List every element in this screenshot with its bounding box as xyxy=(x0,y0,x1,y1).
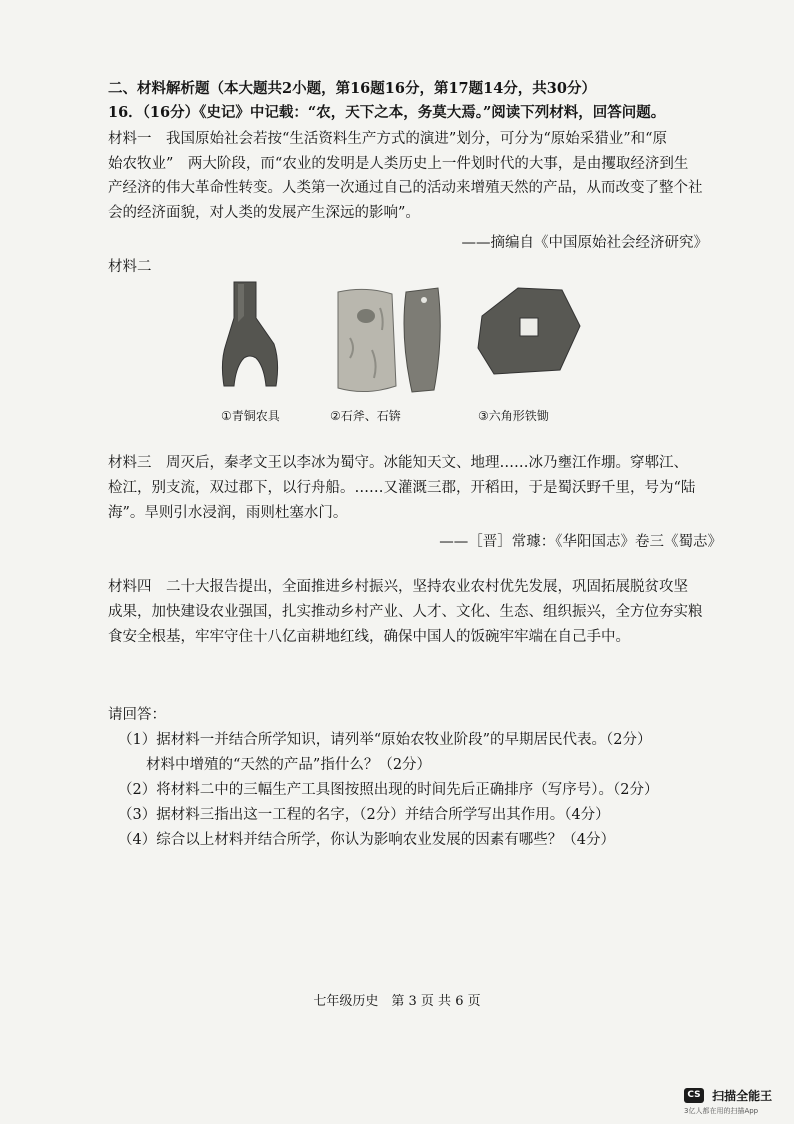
question-1b: 材料中增殖的“天然的产品”指什么？（2分） xyxy=(146,757,432,773)
material1-source: ——摘编自《中国原始社会经济研究》 xyxy=(461,235,708,251)
material2-label: 材料二 xyxy=(108,259,152,275)
material3-source: ——［晋］常璩：《华阳国志》卷三《蜀志》 xyxy=(439,534,722,550)
bronze-farm-tool-image xyxy=(222,282,277,386)
question-1: （1）据材料一并结合所学知识，请列举“原始农牧业阶段”的早期居民代表。（2分） xyxy=(118,732,652,748)
stone-axe-image xyxy=(338,289,396,391)
question-3: （3）据材料三指出这一工程的名字，（2分）并结合所学写出其作用。（4分） xyxy=(118,807,610,823)
caption-stone-axe-adze: ②石斧、石锛 xyxy=(330,409,401,423)
material3-line: 材料三 周灭后，秦孝文王以李冰为蜀守。冰能知天文、地理……冰乃壅江作堋。穿郫江、 xyxy=(108,455,688,471)
question-intro: 16．（16分）《史记》中记载：“农，天下之本，务莫大焉。”阅读下列材料，回答问题。 xyxy=(108,104,666,121)
scanner-watermark xyxy=(684,1085,772,1104)
question-2: （2）将材料二中的三幅生产工具图按照出现的时间先后正确排序（写序号）。（2分） xyxy=(118,782,659,798)
material2-tools-figure xyxy=(220,278,590,403)
section-heading: 二、材料解析题（本大题共2小题，第16题16分，第17题14分，共30分） xyxy=(108,80,596,97)
scanner-name: 扫描全能王 xyxy=(712,1089,773,1103)
material1-line: 产经济的伟大革命性转变。人类第一次通过自己的活动来增殖天然的产品，从而改变了整个社 xyxy=(108,180,703,196)
caption-bronze-tool: ①青铜农具 xyxy=(221,409,280,423)
material4-line: 材料四 二十大报告提出，全面推进乡村振兴，坚持农业农村优先发展，巩固拓展脱贫攻坚 xyxy=(108,579,688,595)
answers-prompt: 请回答： xyxy=(108,707,166,723)
question-4: （4）综合以上材料并结合所学，你认为影响农业发展的因素有哪些？（4分） xyxy=(118,832,615,848)
material1-line: 会的经济面貌，对人类的发展产生深远的影响”。 xyxy=(108,205,420,221)
material4-line: 食安全根基，牢牢守住十八亿亩耕地红线，确保中国人的饭碗牢牢端在自己手中。 xyxy=(108,629,630,645)
caption-iron-hoe: ③六角形铁锄 xyxy=(478,409,549,423)
page-footer: 七年级历史 第 3 页 共 6 页 xyxy=(313,994,481,1009)
scanner-logo-icon: CS xyxy=(684,1088,704,1103)
material3-line: 检江，别支流，双过郡下，以行舟船。……又灌溉三郡，开稻田，于是蜀沃野千里，号为“陆 xyxy=(108,480,696,496)
material1-line: 材料一 我国原始社会若按“生活资料生产方式的演进”划分，可分为“原始采猎业”和“原 xyxy=(108,131,668,147)
material3-line: 海”。旱则引水浸润，雨则杜塞水门。 xyxy=(108,505,348,521)
material1-line: 始农牧业” 两大阶段，而“农业的发明是人类历史上一件划时代的大事，是由攫取经济到生 xyxy=(108,156,689,172)
stone-adze-image xyxy=(404,288,440,392)
hexagonal-iron-hoe-image xyxy=(478,288,580,374)
material4-line: 成果，加快建设农业强国，扎实推动乡村产业、人才、文化、生态、组织振兴，全方位夯实粮 xyxy=(108,604,703,620)
scanner-tagline: 3亿人都在用的扫描App xyxy=(684,1107,759,1115)
